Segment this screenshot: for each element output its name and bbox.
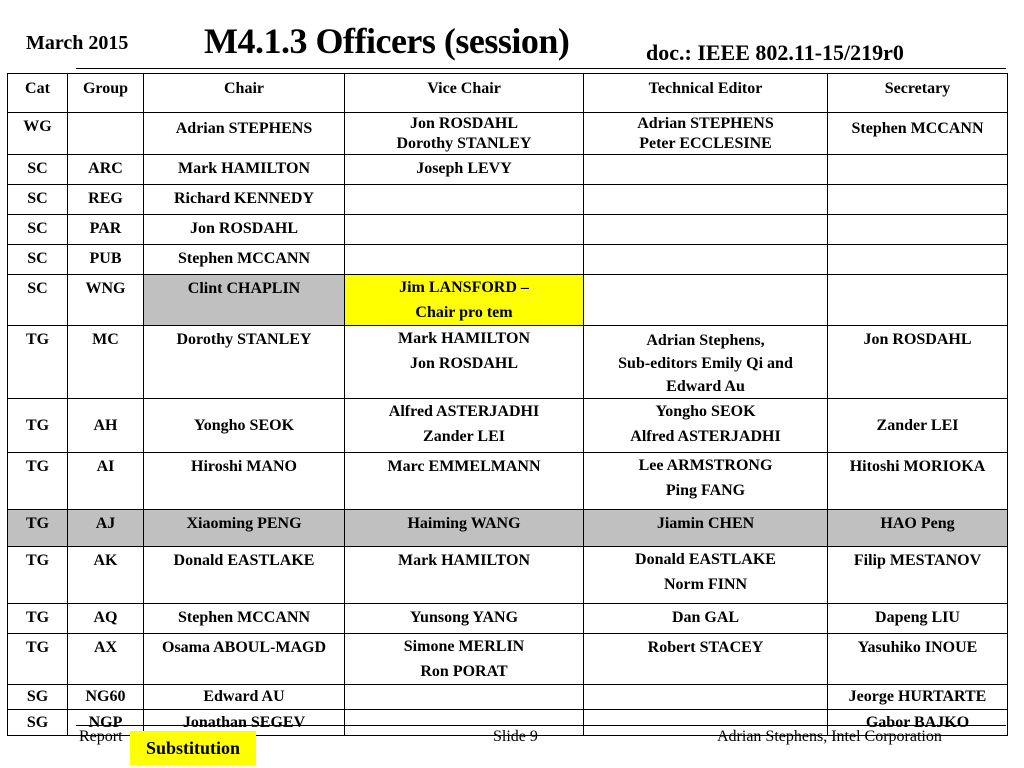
cell-group: AX [68, 634, 144, 685]
cell-cat: SC [8, 245, 68, 275]
cell-chair: Clint CHAPLIN [144, 275, 345, 326]
editor-line: Lee ARMSTRONG [638, 457, 773, 474]
cell-secretary: Jeorge HURTARTE [828, 685, 1008, 710]
vice-chair-line: Ron PORAT [420, 663, 508, 680]
cell-cat: SG [8, 710, 68, 736]
column-header-chair: Chair [144, 74, 345, 113]
table-row [8, 245, 1008, 275]
table-row [8, 453, 1008, 510]
header-divider [76, 68, 1006, 69]
vice-chair-line: Mark HAMILTON [397, 330, 530, 347]
table-row [8, 510, 1008, 547]
cell-vice-chair: Yunsong YANG [345, 604, 584, 634]
table-row [8, 275, 1008, 326]
cell-cat: TG [8, 399, 68, 453]
cell-secretary: Zander LEI [828, 399, 1008, 453]
cell-cat: TG [8, 453, 68, 510]
cell-chair: Donald EASTLAKE [144, 547, 345, 604]
vice-chair-line: Dorothy STANLEY [396, 135, 532, 152]
footer-divider [76, 725, 1006, 726]
cell-chair: Jon ROSDAHL [144, 215, 345, 245]
column-header-cat: Cat [8, 74, 68, 113]
cell-vice-chair [345, 275, 584, 326]
cell-vice-chair: Joseph LEVY [345, 155, 584, 185]
cell-chair: Dorothy STANLEY [144, 326, 345, 399]
cell-cat: TG [8, 634, 68, 685]
editor-line: Norm FINN [663, 576, 748, 593]
cell-group: NGP [68, 710, 144, 736]
cell-vice-chair: Mark HAMILTON [345, 547, 584, 604]
column-header-vice-chair: Vice Chair [345, 74, 584, 113]
cell-technical-editor [584, 326, 828, 399]
cell-vice-chair [345, 113, 584, 155]
cell-technical-editor [584, 453, 828, 510]
table-row [8, 634, 1008, 685]
editor-line: Peter ECCLESINE [639, 135, 772, 152]
cell-technical-editor: Robert STACEY [584, 634, 828, 685]
vice-chair-line: Alfred ASTERJADHI [388, 403, 540, 420]
cell-vice-chair [345, 634, 584, 685]
cell-secretary: Filip MESTANOV [828, 547, 1008, 604]
cell-vice-chair [345, 399, 584, 453]
cell-secretary [828, 155, 1008, 185]
cell-chair: Richard KENNEDY [144, 185, 345, 215]
cell-secretary [828, 245, 1008, 275]
cell-vice-chair [345, 710, 584, 736]
cell-technical-editor [584, 685, 828, 710]
cell-secretary: Stephen MCCANN [828, 113, 1008, 155]
cell-chair: Edward AU [144, 685, 345, 710]
table-header-row [8, 74, 1008, 113]
table-row [8, 685, 1008, 710]
cell-group: REG [68, 185, 144, 215]
cell-cat: SC [8, 275, 68, 326]
slide-title: M4.1.3 Officers (session) [204, 21, 570, 61]
cell-secretary [828, 275, 1008, 326]
substitution-label: Substitution [130, 731, 256, 765]
cell-secretary: Dapeng LIU [828, 604, 1008, 634]
cell-cat: TG [8, 326, 68, 399]
editor-line: Adrian Stephens, [646, 332, 765, 349]
cell-technical-editor [584, 275, 828, 326]
cell-technical-editor [584, 155, 828, 185]
editor-line: Adrian STEPHENS [637, 115, 774, 132]
cell-chair: Hiroshi MANO [144, 453, 345, 510]
cell-technical-editor [584, 113, 828, 155]
cell-secretary: HAO Peng [828, 510, 1008, 547]
vice-chair-line: Simone MERLIN [403, 638, 525, 655]
cell-chair: Jonathan SEGEV [144, 710, 345, 736]
editor-line: Sub-editors Emily Qi and [618, 355, 793, 372]
table-row [8, 155, 1008, 185]
cell-technical-editor: Jiamin CHEN [584, 510, 828, 547]
cell-chair: Stephen MCCANN [144, 604, 345, 634]
column-header-technical-editor: Technical Editor [584, 74, 828, 113]
cell-group: MC [68, 326, 144, 399]
cell-group: AH [68, 399, 144, 453]
cell-chair: Yongho SEOK [144, 399, 345, 453]
editor-line: Yongho SEOK [655, 403, 756, 420]
cell-group: NG60 [68, 685, 144, 710]
cell-technical-editor [584, 185, 828, 215]
cell-vice-chair [345, 245, 584, 275]
cell-chair: Stephen MCCANN [144, 245, 345, 275]
cell-secretary: Jon ROSDAHL [828, 326, 1008, 399]
table-row [8, 399, 1008, 453]
vice-chair-line: Jon ROSDAHL [409, 115, 519, 132]
cell-chair: Osama ABOUL-MAGD [144, 634, 345, 685]
cell-secretary: Gabor BAJKO [828, 710, 1008, 736]
cell-cat: WG [8, 113, 68, 155]
cell-chair: Xiaoming PENG [144, 510, 345, 547]
cell-cat: SC [8, 185, 68, 215]
cell-cat: SC [8, 155, 68, 185]
cell-secretary [828, 215, 1008, 245]
table-row [8, 215, 1008, 245]
cell-vice-chair [345, 685, 584, 710]
cell-vice-chair: Haiming WANG [345, 510, 584, 547]
cell-cat: TG [8, 547, 68, 604]
footer-report: Report [79, 728, 123, 745]
cell-group: ARC [68, 155, 144, 185]
cell-group: AK [68, 547, 144, 604]
table-row [8, 185, 1008, 215]
editor-line: Alfred ASTERJADHI [630, 428, 781, 445]
cell-vice-chair [345, 326, 584, 399]
vice-chair-line: Jon ROSDAHL [409, 355, 519, 372]
editor-line: Donald EASTLAKE [635, 551, 776, 568]
footer-slide-number: Slide 9 [493, 728, 538, 745]
officers-table [7, 73, 1008, 736]
cell-cat: SC [8, 215, 68, 245]
table-row [8, 547, 1008, 604]
cell-technical-editor: Dan GAL [584, 604, 828, 634]
cell-vice-chair: Marc EMMELMANN [345, 453, 584, 510]
vice-chair-line: Zander LEI [423, 428, 505, 445]
editor-line: Edward Au [666, 378, 745, 395]
vice-chair-line: Chair pro tem [415, 304, 513, 321]
cell-group: AJ [68, 510, 144, 547]
table-row [8, 604, 1008, 634]
cell-group: PAR [68, 215, 144, 245]
column-header-group: Group [68, 74, 144, 113]
cell-vice-chair [345, 215, 584, 245]
cell-technical-editor [584, 215, 828, 245]
cell-chair: Adrian STEPHENS [144, 113, 345, 155]
header-date: March 2015 [26, 32, 129, 54]
cell-vice-chair [345, 185, 584, 215]
cell-group: WNG [68, 275, 144, 326]
column-header-secretary: Secretary [828, 74, 1008, 113]
cell-secretary: Hitoshi MORIOKA [828, 453, 1008, 510]
cell-group [68, 113, 144, 155]
cell-cat: TG [8, 604, 68, 634]
cell-group: AQ [68, 604, 144, 634]
table-row [8, 113, 1008, 155]
editor-line: Ping FANG [665, 482, 746, 499]
cell-cat: TG [8, 510, 68, 547]
vice-chair-line: Jim LANSFORD – [399, 279, 529, 296]
cell-group: PUB [68, 245, 144, 275]
cell-secretary: Yasuhiko INOUE [828, 634, 1008, 685]
cell-technical-editor [584, 399, 828, 453]
footer-author: Adrian Stephens, Intel Corporation [717, 728, 942, 745]
cell-chair: Mark HAMILTON [144, 155, 345, 185]
cell-group: AI [68, 453, 144, 510]
cell-technical-editor [584, 547, 828, 604]
table-row [8, 326, 1008, 399]
cell-cat: SG [8, 685, 68, 710]
cell-technical-editor [584, 245, 828, 275]
cell-secretary [828, 185, 1008, 215]
document-id: doc.: IEEE 802.11-15/219r0 [646, 40, 904, 65]
